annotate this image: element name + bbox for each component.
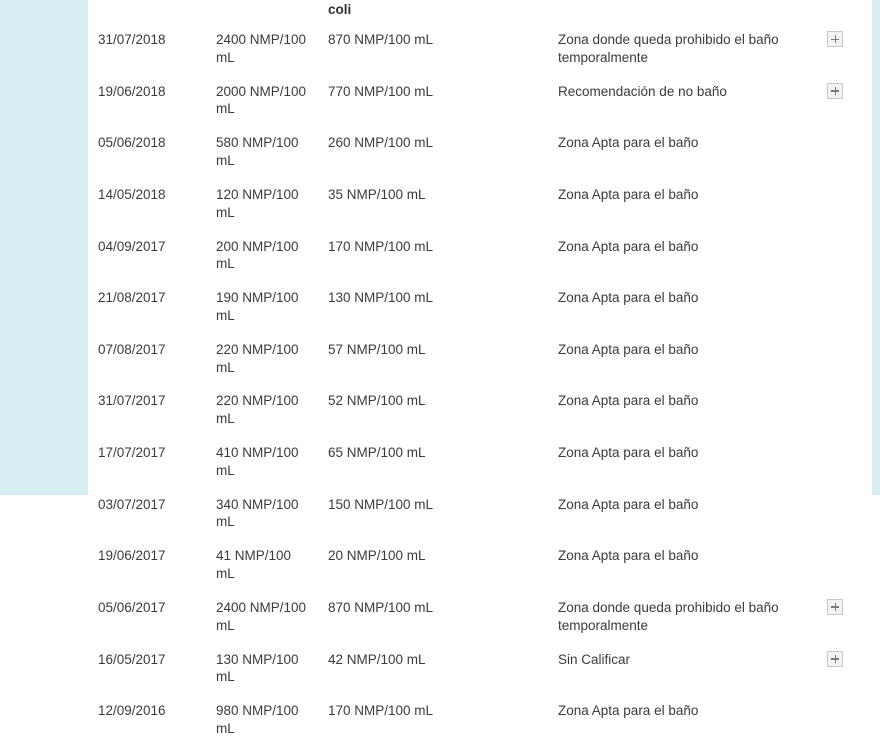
table-row xyxy=(88,643,872,695)
left-page-gutter xyxy=(0,0,88,495)
cell-status: Zona Apta para el baño xyxy=(558,393,699,409)
cell-status: Zona Apta para el baño xyxy=(558,703,699,719)
cell-escherichia-coli: 52 NMP/100 mL xyxy=(328,393,426,409)
cell-coliformes-totales: 410 NMP/100 mL xyxy=(216,445,299,478)
cell-date: 04/09/2017 xyxy=(98,238,166,254)
cell-status: Zona Apta para el baño xyxy=(558,186,699,202)
cell-escherichia-coli: 870 NMP/100 mL xyxy=(328,599,434,615)
cell-date: 07/08/2017 xyxy=(98,341,166,357)
cell-actions xyxy=(798,178,872,230)
cell-actions xyxy=(798,126,872,178)
cell-coliformes-totales: 41 NMP/100 mL xyxy=(216,548,292,582)
cell-date: 19/06/2018 xyxy=(98,83,166,99)
cell-escherichia-coli: 870 NMP/100 mL xyxy=(328,32,434,47)
cell-date: 19/06/2017 xyxy=(98,548,166,564)
cell-coliformes-totales: 120 NMP/100 mL xyxy=(216,186,299,220)
cell-date: 21/08/2017 xyxy=(98,290,166,306)
cell-escherichia-coli: 770 NMP/100 mL xyxy=(328,83,434,99)
cell-actions xyxy=(798,488,872,540)
cell-status: Zona Apta para el baño xyxy=(558,548,699,564)
column-header-coliformes-totales xyxy=(206,0,318,23)
cell-actions xyxy=(798,230,872,282)
right-page-gutter xyxy=(872,0,880,495)
water-quality-table-container xyxy=(88,0,872,736)
cell-coliformes-totales: 220 NMP/100 mL xyxy=(216,393,299,427)
cell-actions xyxy=(798,23,872,75)
table-row xyxy=(88,333,872,385)
cell-date: 31/07/2017 xyxy=(98,393,166,409)
cell-actions xyxy=(798,75,872,127)
cell-coliformes-totales: 130 NMP/100 mL xyxy=(216,651,299,685)
table-body xyxy=(88,23,872,746)
table-row xyxy=(88,591,872,643)
cell-escherichia-coli: 65 NMP/100 mL xyxy=(328,445,426,460)
table-row xyxy=(88,694,872,746)
cell-escherichia-coli: 20 NMP/100 mL xyxy=(328,548,426,564)
cell-coliformes-totales: 2400 NMP/100 mL xyxy=(216,599,307,633)
cell-coliformes-totales: 200 NMP/100 mL xyxy=(216,238,299,272)
table-row xyxy=(88,126,872,178)
table-row xyxy=(88,75,872,127)
cell-status: Zona Apta para el baño xyxy=(558,238,699,254)
table-row xyxy=(88,281,872,333)
table-header-row xyxy=(88,0,872,23)
cell-escherichia-coli: 130 NMP/100 mL xyxy=(328,290,434,306)
cell-date: 31/07/2018 xyxy=(98,32,166,47)
cell-actions xyxy=(798,694,872,746)
cell-actions xyxy=(798,539,872,591)
cell-date: 12/09/2016 xyxy=(98,703,166,719)
cell-status: Zona Apta para el baño xyxy=(558,135,699,151)
cell-date: 16/05/2017 xyxy=(98,651,166,667)
cell-coliformes-totales: 2400 NMP/100 mL xyxy=(216,32,307,65)
cell-coliformes-totales: 220 NMP/100 mL xyxy=(216,341,299,375)
cell-actions xyxy=(798,643,872,695)
plus-icon[interactable] xyxy=(827,31,843,47)
table-row xyxy=(88,539,872,591)
cell-status: Zona Apta para el baño xyxy=(558,496,699,512)
cell-coliformes-totales: 190 NMP/100 mL xyxy=(216,290,299,323)
cell-coliformes-totales: 2000 NMP/100 mL xyxy=(216,83,307,117)
column-header-status xyxy=(548,0,798,23)
table-row xyxy=(88,488,872,540)
column-header-actions xyxy=(798,0,872,23)
cell-date: 05/06/2018 xyxy=(98,135,166,151)
cell-date: 05/06/2017 xyxy=(98,599,166,615)
table-row xyxy=(88,230,872,282)
cell-actions xyxy=(798,281,872,333)
cell-status: Recomendación de no baño xyxy=(558,83,727,99)
cell-escherichia-coli: 260 NMP/100 mL xyxy=(328,135,434,151)
table-header xyxy=(88,0,872,23)
cell-status: Zona donde queda prohibido el baño temporalmente xyxy=(558,599,779,633)
cell-escherichia-coli: 170 NMP/100 mL xyxy=(328,703,434,719)
table-row xyxy=(88,384,872,436)
plus-icon[interactable] xyxy=(827,83,843,99)
plus-icon[interactable] xyxy=(827,599,843,615)
table-row xyxy=(88,436,872,488)
cell-status: Zona donde queda prohibido el baño temporalmente xyxy=(558,32,779,65)
table-row xyxy=(88,23,872,75)
cell-escherichia-coli: 170 NMP/100 mL xyxy=(328,238,434,254)
column-header-escherichia-coli: coli xyxy=(328,2,352,17)
cell-coliformes-totales: 580 NMP/100 mL xyxy=(216,135,299,169)
cell-escherichia-coli: 57 NMP/100 mL xyxy=(328,341,426,357)
cell-coliformes-totales: 980 NMP/100 mL xyxy=(216,703,299,736)
water-quality-table xyxy=(88,0,872,746)
cell-actions xyxy=(798,436,872,488)
cell-status: Zona Apta para el baño xyxy=(558,290,699,306)
cell-escherichia-coli: 150 NMP/100 mL xyxy=(328,496,434,512)
cell-escherichia-coli: 42 NMP/100 mL xyxy=(328,651,426,667)
cell-status: Sin Calificar xyxy=(558,651,631,667)
table-row xyxy=(88,178,872,230)
cell-actions xyxy=(798,384,872,436)
cell-coliformes-totales: 340 NMP/100 mL xyxy=(216,496,299,530)
cell-escherichia-coli: 35 NMP/100 mL xyxy=(328,186,426,202)
cell-status: Zona Apta para el baño xyxy=(558,341,699,357)
cell-actions xyxy=(798,591,872,643)
cell-date: 14/05/2018 xyxy=(98,186,166,202)
plus-icon[interactable] xyxy=(827,651,843,667)
cell-date: 17/07/2017 xyxy=(98,445,166,460)
column-header-date xyxy=(88,0,206,23)
cell-date: 03/07/2017 xyxy=(98,496,166,512)
cell-status: Zona Apta para el baño xyxy=(558,445,699,460)
cell-actions xyxy=(798,333,872,385)
